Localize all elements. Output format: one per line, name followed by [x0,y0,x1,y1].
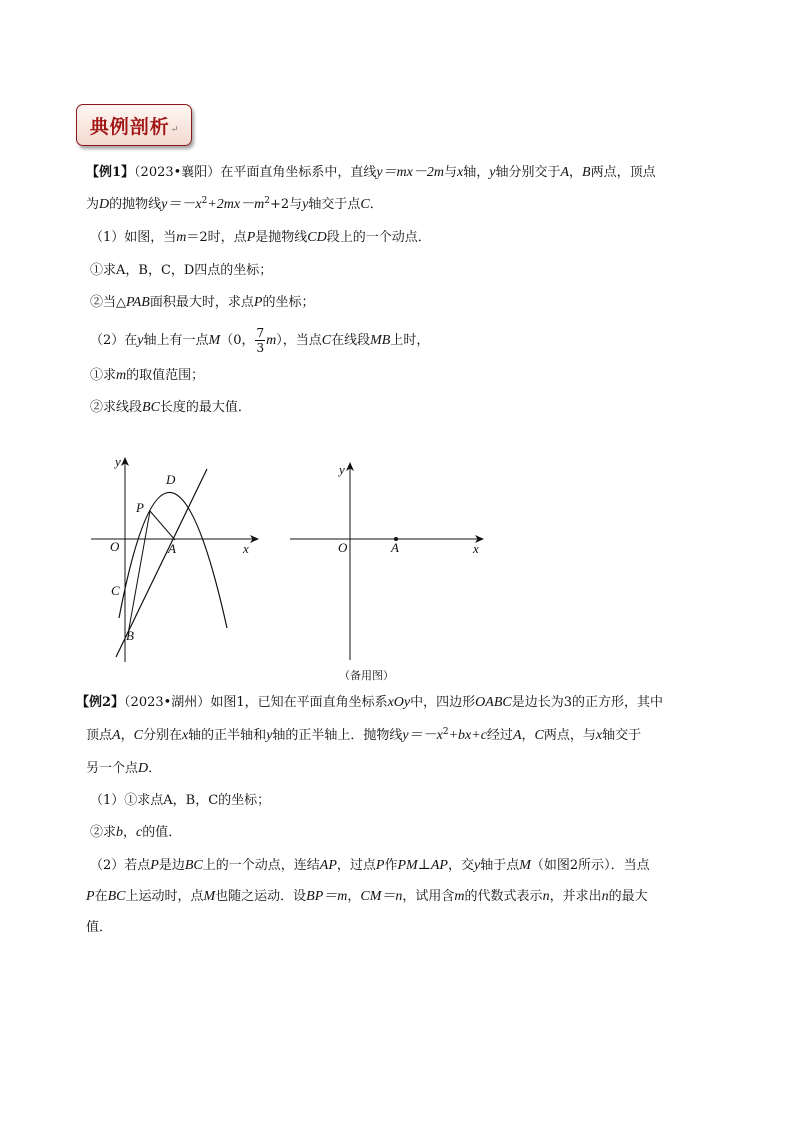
ex2-tag: 【例2】 [76,695,125,710]
label-A: A [168,541,176,556]
label-D: D [166,472,176,487]
label-A: A [391,540,399,555]
ex2-part2-line2: P在BC上运动时，点M也随之运动．设BP＝m，CM＝n，试用含m的代数式表示n，并求出n的最大 [86,889,648,904]
section-heading: 典例剖析 [89,115,170,138]
ex1-q3: ①求m的取值范围； [90,368,205,383]
ex2-line3: 另一个点D． [86,761,162,776]
label-y: y [115,454,121,469]
segment-PA [150,511,175,540]
ex1-q1: ①求A，B，C，D四点的坐标； [90,263,273,278]
ex2-part2-line3: 值． [86,920,113,935]
segment-PB [128,511,150,634]
ex2-q1: （1）①求点A，B，C的坐标； [90,793,271,808]
figure-2 [285,455,495,665]
ex2-q2: ②求b，c的值． [90,825,182,840]
label-P: P [136,500,144,515]
label-x: x [243,541,249,556]
fraction-7-3: $\frac{7}{3}$ [256,326,265,355]
ex1-line2: 为D的抛物线$y=-x^2+2mx-m^2+2$与y轴交于点C． [86,196,383,212]
label-B: B [126,628,134,643]
ex2-line1: 【例2】（2023•湖州）如图1，已知在平面直角坐标系xOy中，四边形OABC是边长为3的正方形，其中 [76,695,663,710]
section-heading-box [76,104,192,146]
ex2-part2-line1: （2）若点P是边BC上的一个动点，连结AP，过点P作PM⊥AP，交y轴于点M（如图2所示）．当点 [90,858,650,873]
label-O: O [338,540,348,555]
label-x: x [473,541,479,556]
paragraph-mark-icon: ↵ [170,125,179,135]
label-O: O [110,539,120,554]
ex1-q4: ②求线段BC长度的最大值． [90,400,251,415]
label-y: y [339,462,345,477]
label-C: C [111,583,120,598]
ex1-line1: 【例1】（2023•襄阳）在平面直角坐标系中，直线y＝mx－2m与x轴，y轴分别交于A，B两点，顶点 [86,165,656,180]
figure-caption: （备用图） [339,669,394,682]
ex1-part2: （2）在y轴上有一点M（0， $\frac{7}{3}$ m），当点C在线段MB上时， [90,326,430,355]
ex2-line2: 顶点A，C分别在x轴的正半轴和y轴的正半轴上．抛物线$y=-x^2+bx+c$经过A，C两点，与x轴交于 [86,727,642,743]
ex1-tag: 【例1】 [86,165,135,180]
figure-1 [86,450,266,665]
ex1-q2: ②当△PAB面积最大时，求点P的坐标； [90,295,315,310]
ex1-part1: （1）如图，当m＝2时，点P是抛物线CD段上的一个动点． [90,230,431,245]
